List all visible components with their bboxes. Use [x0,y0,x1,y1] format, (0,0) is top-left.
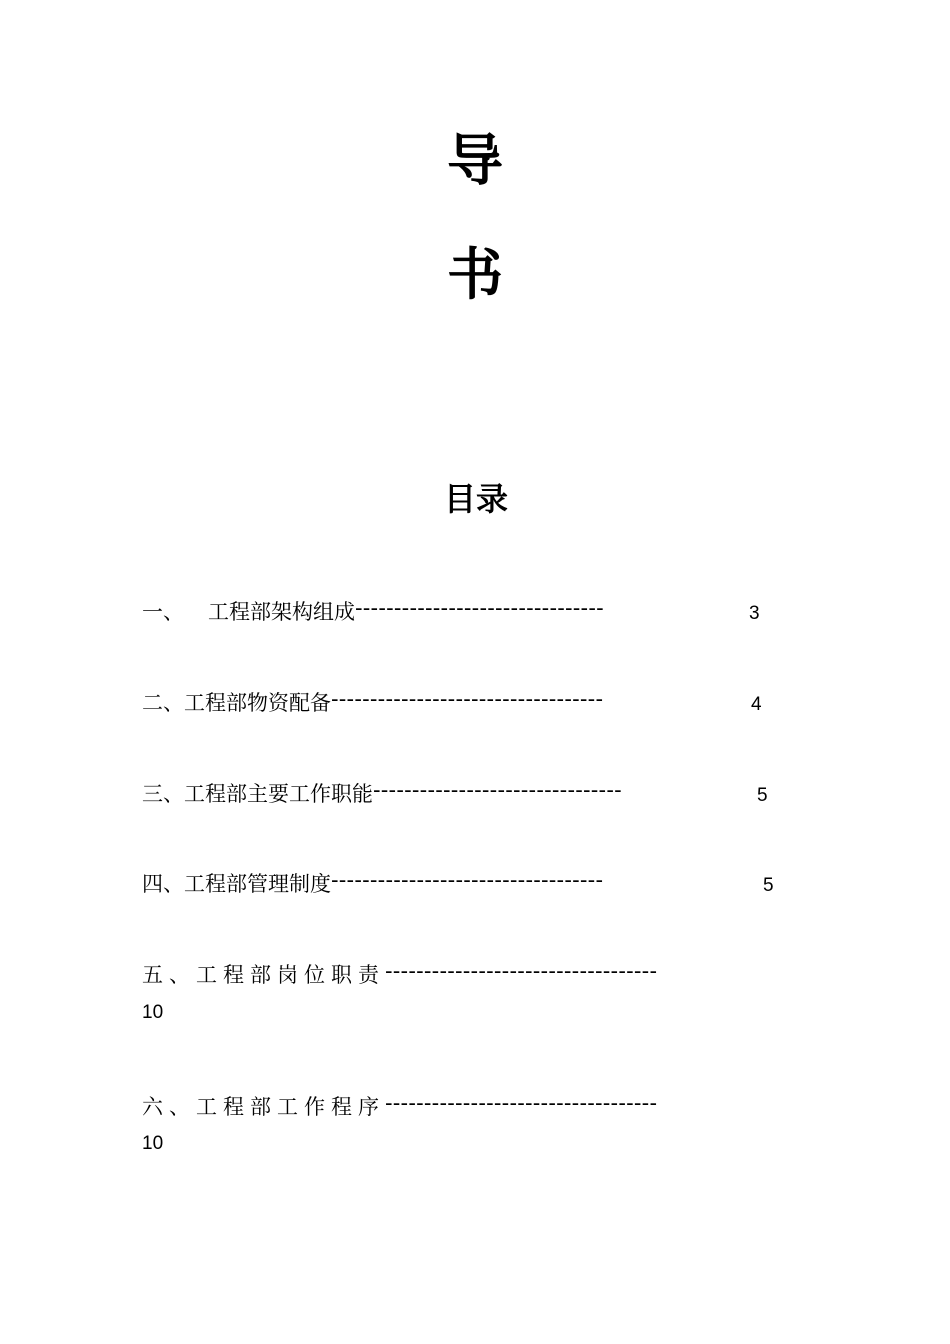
toc-entry-index: 四、 [142,872,184,896]
toc-entry-page: 5 [763,875,774,896]
toc-entry-leader: ----------------------------------- [385,1093,658,1114]
toc-entry [142,780,768,805]
toc-entry-leader: ----------------------------------- [385,961,658,982]
toc-entry-text: 工程部主要工作职能 [184,782,373,806]
toc-entry-index: 五、 [142,963,196,987]
toc-entry-page: 4 [751,694,762,715]
toc-entry-page: 3 [749,603,760,624]
document-title-line-1: 导 [447,129,503,194]
toc-entry-leader: -------------------------------- [355,598,604,619]
toc-entry-page: 10 [142,1133,164,1154]
toc-entry-leader: ----------------------------------- [331,870,604,891]
toc-entry [142,1093,803,1118]
toc-entry-text: 工程部管理制度 [184,872,331,896]
toc-heading: 目录 [443,480,508,518]
toc-entry-text: 工程部物资配备 [184,691,331,715]
toc-entry-index: 六、 [142,1095,196,1119]
toc-entry-index: 二、 [142,691,184,715]
toc-entry-page: 5 [757,785,768,806]
toc-entry-text: 工程部岗位职责 [196,963,385,987]
document-title-line-2: 书 [447,243,503,308]
toc-entry-leader: ----------------------------------- [331,689,604,710]
toc-entry-index: 三、 [142,782,184,806]
toc-entry [142,689,762,714]
toc-entry [142,870,774,895]
toc-entry-text: 工程部架构组成 [208,600,355,624]
toc-entry [142,598,760,623]
toc-entry-text: 工程部工作程序 [196,1095,385,1119]
toc-entry-index: 一、 [142,600,184,624]
toc-entry-page: 10 [142,1002,164,1023]
toc-entry-leader: -------------------------------- [373,780,622,801]
toc-entry [142,961,803,986]
